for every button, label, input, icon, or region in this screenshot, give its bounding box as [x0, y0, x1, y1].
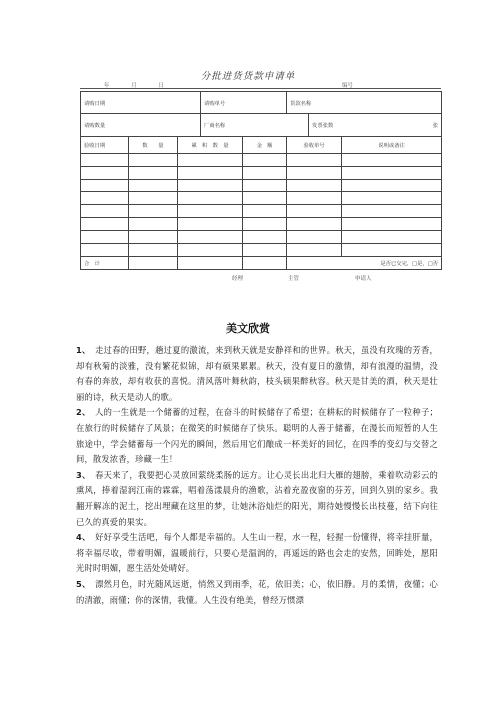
table-cell[interactable] [129, 257, 178, 270]
table-cell[interactable] [342, 244, 442, 257]
header-cumulative: 累 积 数 量 [178, 136, 243, 153]
essay-paragraph: 2、 人的一生就是一个储蓄的过程，在奋斗的时候储存了希望；在耕耘的时候储存了一粒种子；在旅行的时候储存了风景；在微笑的时候储存了快乐。聪明的人善于储蓄，在漫长而短暂的人生旅途中，学会储蓄每一个闪光的瞬间，然后用它们酿成一杯美好的回忆，在四季的变幻与交替之间，散发浓香，珍藏一生！ [76, 407, 438, 465]
table-cell[interactable] [178, 153, 243, 166]
essay-title: 美文欣赏 [226, 322, 270, 335]
table-cell[interactable] [287, 166, 342, 179]
table-cell[interactable] [81, 179, 129, 192]
table-cell[interactable] [81, 166, 129, 179]
table-row [81, 153, 442, 166]
table-cell[interactable] [178, 231, 243, 244]
year-label: 年 [104, 83, 110, 89]
table-row [81, 218, 442, 231]
purchase-qty-cell[interactable]: 请购数量 [81, 114, 201, 136]
essay-body [76, 343, 438, 608]
table-cell[interactable] [287, 192, 342, 205]
essay-paragraph: 5、 漂然月色，时光随风远逝，悄然又到雨季，花，依旧美；心，依旧静。月的柔情，夜懂；心的清澈，雨懂；你的深情，我懂。人生没有绝美，曾经万惯漂 [76, 578, 438, 605]
purchase-date-cell[interactable]: 请购日期 [81, 92, 201, 114]
essay-paragraph: 1、 走过春的田野，趟过夏的激流，来到秋天就是安静祥和的世界。秋天，虽没有玫瑰的芳香，却有秋菊的淡雅，没有繁花似锦，却有硕果累累。秋天，没有夏日的激情，却有浪漫的温情，没有春的奔放，却有收获的喜悦。清风落叶舞秋韵，枝头硕果醉秋容。秋天是甘美的酒，秋天是壮丽的诗，秋天是动人的歌。 [76, 345, 438, 402]
table-cell[interactable] [178, 166, 243, 179]
table-cell[interactable] [342, 166, 442, 179]
header-remark: 说明或备注 [342, 136, 442, 153]
table-cell[interactable] [342, 231, 442, 244]
table-cell[interactable] [178, 257, 243, 270]
vendor-name-cell[interactable]: 厂商名称 [201, 114, 309, 136]
serial-label: 编号 [342, 83, 354, 89]
table-cell[interactable] [129, 179, 178, 192]
form-title: 分批进货货款申请单 [200, 71, 296, 82]
table-cell[interactable] [81, 192, 129, 205]
table-row [81, 166, 442, 179]
month-label: 月 [131, 83, 137, 89]
table-cell[interactable] [129, 218, 178, 231]
table-cell[interactable] [243, 231, 287, 244]
table-cell[interactable] [243, 244, 287, 257]
table-cell[interactable] [243, 166, 287, 179]
table-cell[interactable] [81, 231, 129, 244]
table-cell[interactable] [129, 231, 178, 244]
essay-paragraph: 3、 春天来了，我要把心灵放回萦绕柔肠的远方。让心灵长出北归大雁的翅膀，乘着吹动彩云的熏风，捧着湿润江南的霖霖，唱着荡漾晨舟的渔歌，沾着充盈夜窗的芬芳，回到久别的家乡。我翻开解冻的泥土，挖出埋藏在这里的梦，让她沐浴灿烂的阳光，期待她慢慢长出枝蔓，结下向往已久的真爱的果实。 [76, 469, 438, 527]
table-cell[interactable] [81, 153, 129, 166]
table-cell[interactable] [342, 205, 442, 218]
table-cell[interactable] [178, 244, 243, 257]
table-cell[interactable] [178, 218, 243, 231]
complete-checkbox-cell[interactable]: 是否已交完，□是，□否 [287, 257, 442, 270]
table-cell[interactable] [129, 192, 178, 205]
total-row [81, 257, 442, 270]
table-cell[interactable] [342, 179, 442, 192]
table-cell[interactable] [342, 218, 442, 231]
header-amount: 金 额 [243, 136, 287, 153]
table-cell[interactable] [81, 205, 129, 218]
table-cell[interactable] [243, 205, 287, 218]
supervisor-label: 主管 [288, 276, 300, 282]
table-cell[interactable] [129, 153, 178, 166]
table-cell[interactable] [342, 192, 442, 205]
table-cell[interactable] [287, 179, 342, 192]
table-cell[interactable] [243, 257, 287, 270]
purchase-number-cell[interactable]: 请购单号 [201, 92, 287, 114]
invoice-count-cell[interactable]: 发票张数 张 [309, 114, 442, 136]
table-cell[interactable] [178, 179, 243, 192]
table-cell[interactable] [129, 205, 178, 218]
table-row [81, 244, 442, 257]
header-check-qty: 验收单号 [287, 136, 342, 153]
header-qty: 数 量 [129, 136, 178, 153]
table-cell[interactable] [287, 244, 342, 257]
table-cell[interactable] [129, 166, 178, 179]
table-cell[interactable] [243, 192, 287, 205]
applicant-label: 申请人 [355, 276, 372, 282]
goods-name-cell[interactable]: 货款名称 [287, 92, 442, 114]
table-cell[interactable] [287, 205, 342, 218]
table-cell[interactable] [81, 244, 129, 257]
table-cell[interactable] [342, 153, 442, 166]
total-label: 合 计 [81, 257, 129, 270]
day-label: 日 [158, 83, 165, 89]
table-cell[interactable] [287, 153, 342, 166]
table-cell[interactable] [178, 205, 243, 218]
table-row [81, 231, 442, 244]
table-row [81, 179, 442, 192]
table-cell[interactable] [243, 179, 287, 192]
table-cell[interactable] [178, 192, 243, 205]
table-cell[interactable] [129, 244, 178, 257]
header-check-date: 验收日期 [81, 136, 129, 153]
table-cell[interactable] [81, 218, 129, 231]
table-row [81, 205, 442, 218]
table-cell[interactable] [287, 218, 342, 231]
table-cell[interactable] [243, 218, 287, 231]
request-form-table [80, 91, 442, 270]
manager-label: 经理 [232, 276, 244, 282]
table-row [81, 192, 442, 205]
divider [80, 88, 441, 89]
table-cell[interactable] [243, 153, 287, 166]
essay-paragraph: 4、 好好享受生活吧，每个人都是幸福的。人生山一程，水一程，轻握一份懂得，将幸挂肝量，将幸福尽收，带着明媚，温暖前行，只要心是温润的，再遥远的路也会走的安然，回眸处，愿阳光时时明媚，愿生活处处晴好。 [76, 532, 438, 574]
table-cell[interactable] [287, 231, 342, 244]
